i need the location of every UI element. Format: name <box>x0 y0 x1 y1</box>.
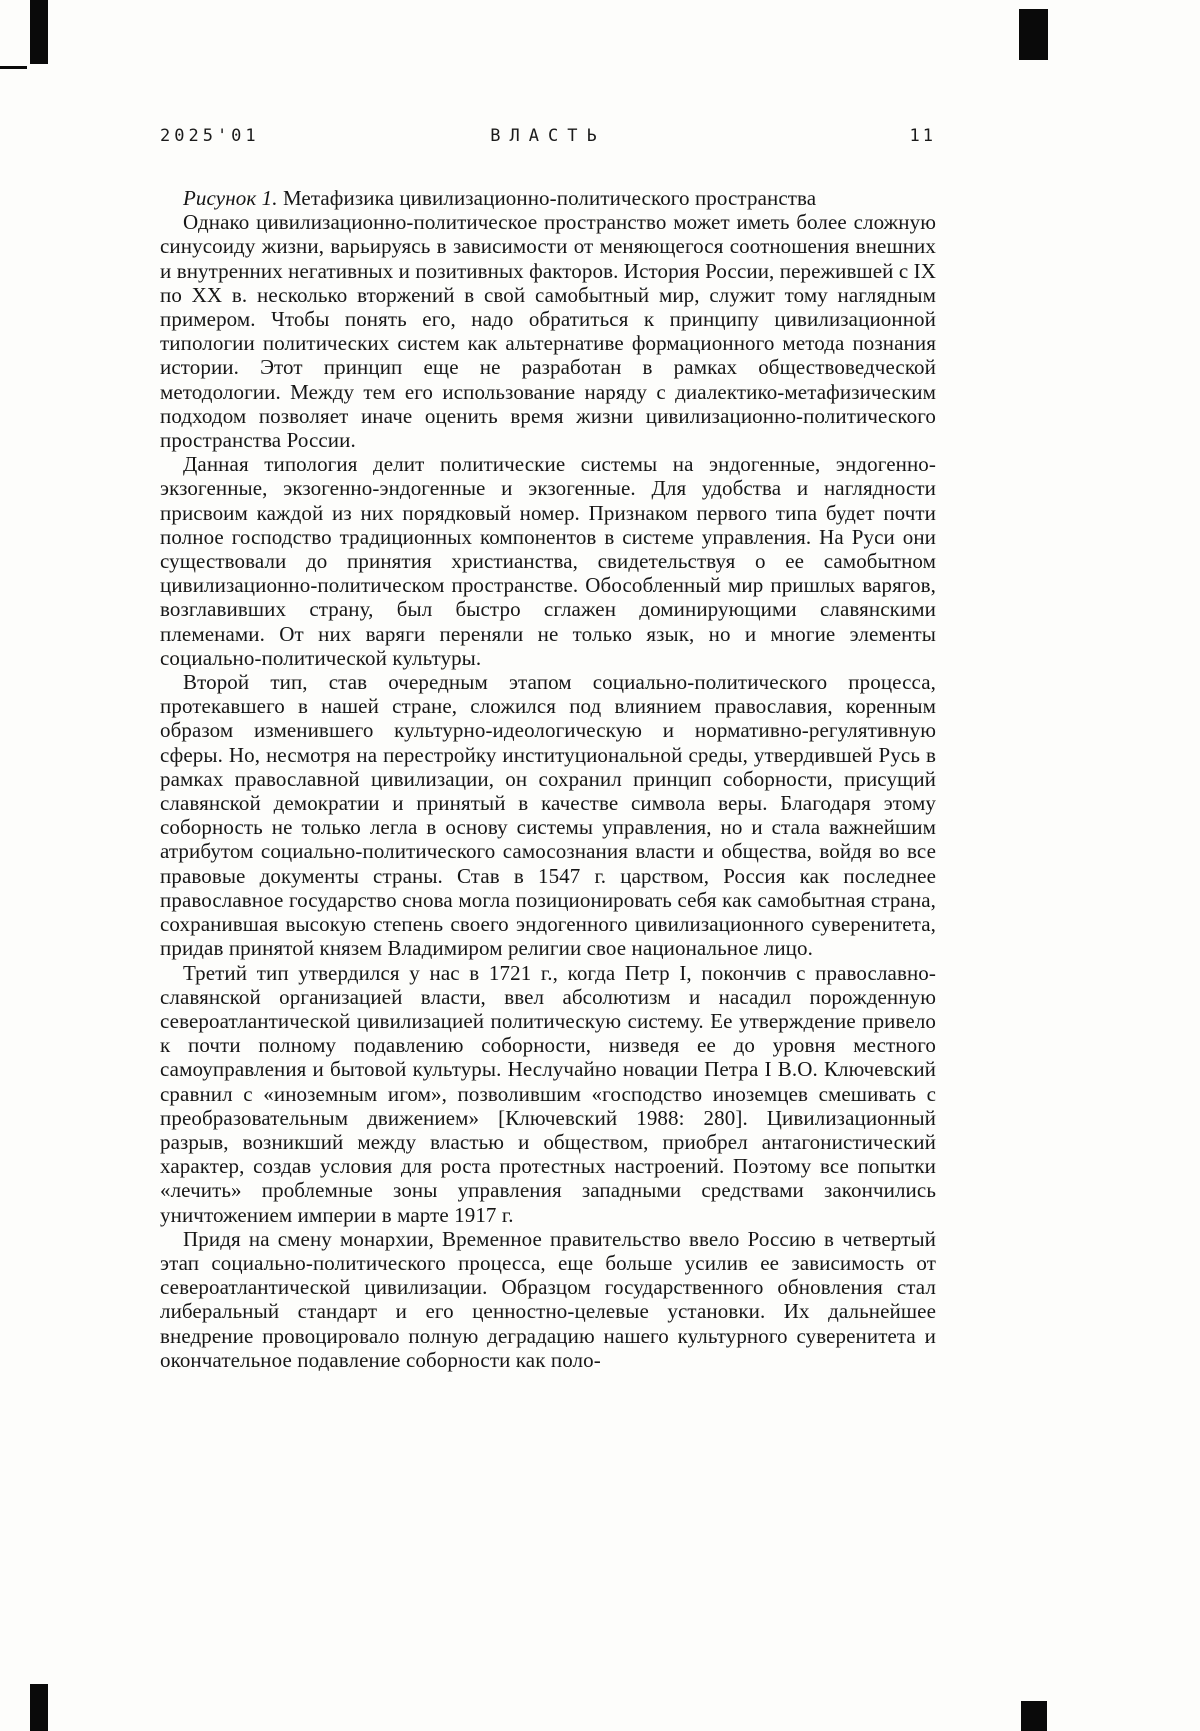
journal-title: ВЛАСТЬ <box>490 126 606 146</box>
body-paragraph: Третий тип утвердился у нас в 1721 г., когда Петр I, покончив с православно-славянской организацией власти, ввел абсолютизм и насадил порожденную североатлантической цивилизацией политическую систему. Ее утверждение привело к почти полному подавлению соборности, низведя ее до уровня местного самоуправления и бытовой культуры. Неслучайно новации Петра I В.О. Ключевский сравнил с «иноземным игом», позволившим «господство иноземцев смешивать с преобразовательным движением» [Ключевский 1988: 280]. Цивилизационный разрыв, возникший между властью и обществом, приобрел антагонистический характер, создав условия для роста протестных настроений. Поэтому все попытки «лечить» проблемные зоны управления западными средствами закончились уничтожением империи в марте 1917 г. <box>160 960 936 1227</box>
page-header <box>160 126 936 146</box>
figure-caption-text: Метафизика цивилизационно-политического пространства <box>282 186 817 210</box>
scan-artifact-left-tick <box>0 66 27 69</box>
page-number: 11 <box>909 126 936 146</box>
scan-artifact-top-left <box>30 0 48 64</box>
scan-artifact-bottom-right <box>1021 1701 1047 1731</box>
figure-caption <box>160 186 936 210</box>
body-paragraph: Однако цивилизационно-политическое пространство может иметь более сложную синусоиду жизни, варьируясь в зависимости от меняющегося соотношения внешних и внутренних негативных и позитивных факторов. История России, пережившей с IX по XX в. несколько вторжений в свой самобытный мир, служит тому наглядным примером. Чтобы понять его, надо обратиться к принципу цивилизационной типологии политических систем как альтернативе формационного метода познания истории. Этот принцип еще не разработан в рамках обществоведческой методологии. Между тем его использование наряду с диалектико-метафизическим подходом позволяет иначе оценить время жизни цивилизационно-политического пространства России. <box>160 210 936 453</box>
body-paragraph: Придя на смену монархии, Временное правительство ввело Россию в четвертый этап социально-политического процесса, еще больше усилив ее зависимость от североатлантической цивилизации. Образцом государственного обновления стал либеральный стандарт и его ценностно-целевые установки. Их дальнейшее внедрение провоцировало полную деградацию нашего культурного суверенитета и окончательное подавление соборности как поло- <box>160 1226 936 1372</box>
article-body <box>160 186 936 1372</box>
figure-caption-label: Рисунок 1. <box>183 186 278 210</box>
scan-artifact-top-right <box>1019 9 1048 60</box>
body-paragraph: Второй тип, став очередным этапом социально-политического процесса, протекавшего в нашей стране, сложился под влиянием православия, коренным образом изменившего культурно-идеологическую и нормативно-регулятивную сферы. Но, несмотря на перестройку институциональной среды, утвердившей Русь в рамках православной цивилизации, он сохранил принцип соборности, присущий славянской демократии и принятый в качестве символа веры. Благодаря этому соборность не только легла в основу системы управления, но и стала важнейшим атрибутом социально-политического самосознания власти и общества, войдя во все правовые документы страны. Став в 1547 г. царством, Россия как последнее православное государство снова могла позиционировать себя как самобытная страна, сохранившая высокую степень своего эндогенного цивилизационного суверенитета, придав принятой князем Владимиром религии свое национальное лицо. <box>160 670 936 961</box>
body-paragraph: Данная типология делит политические системы на эндогенные, эндогенно-экзогенные, экзогенно-эндогенные и экзогенные. Для удобства и наглядности присвоим каждой из них порядковый номер. Признаком первого типа будет почти полное господство традиционных компонентов в системе управления. На Руси они существовали до принятия христианства, свидетельствуя о ее самобытном цивилизационно-политическом пространстве. Обособленный мир пришлых варягов, возглавивших страну, был быстро сглажен доминирующими славянскими племенами. От них варяги переняли не только язык, но и многие элементы социально-политической культуры. <box>160 452 936 670</box>
scan-artifact-bottom-left <box>30 1684 48 1731</box>
issue-label: 2025'01 <box>160 126 260 146</box>
